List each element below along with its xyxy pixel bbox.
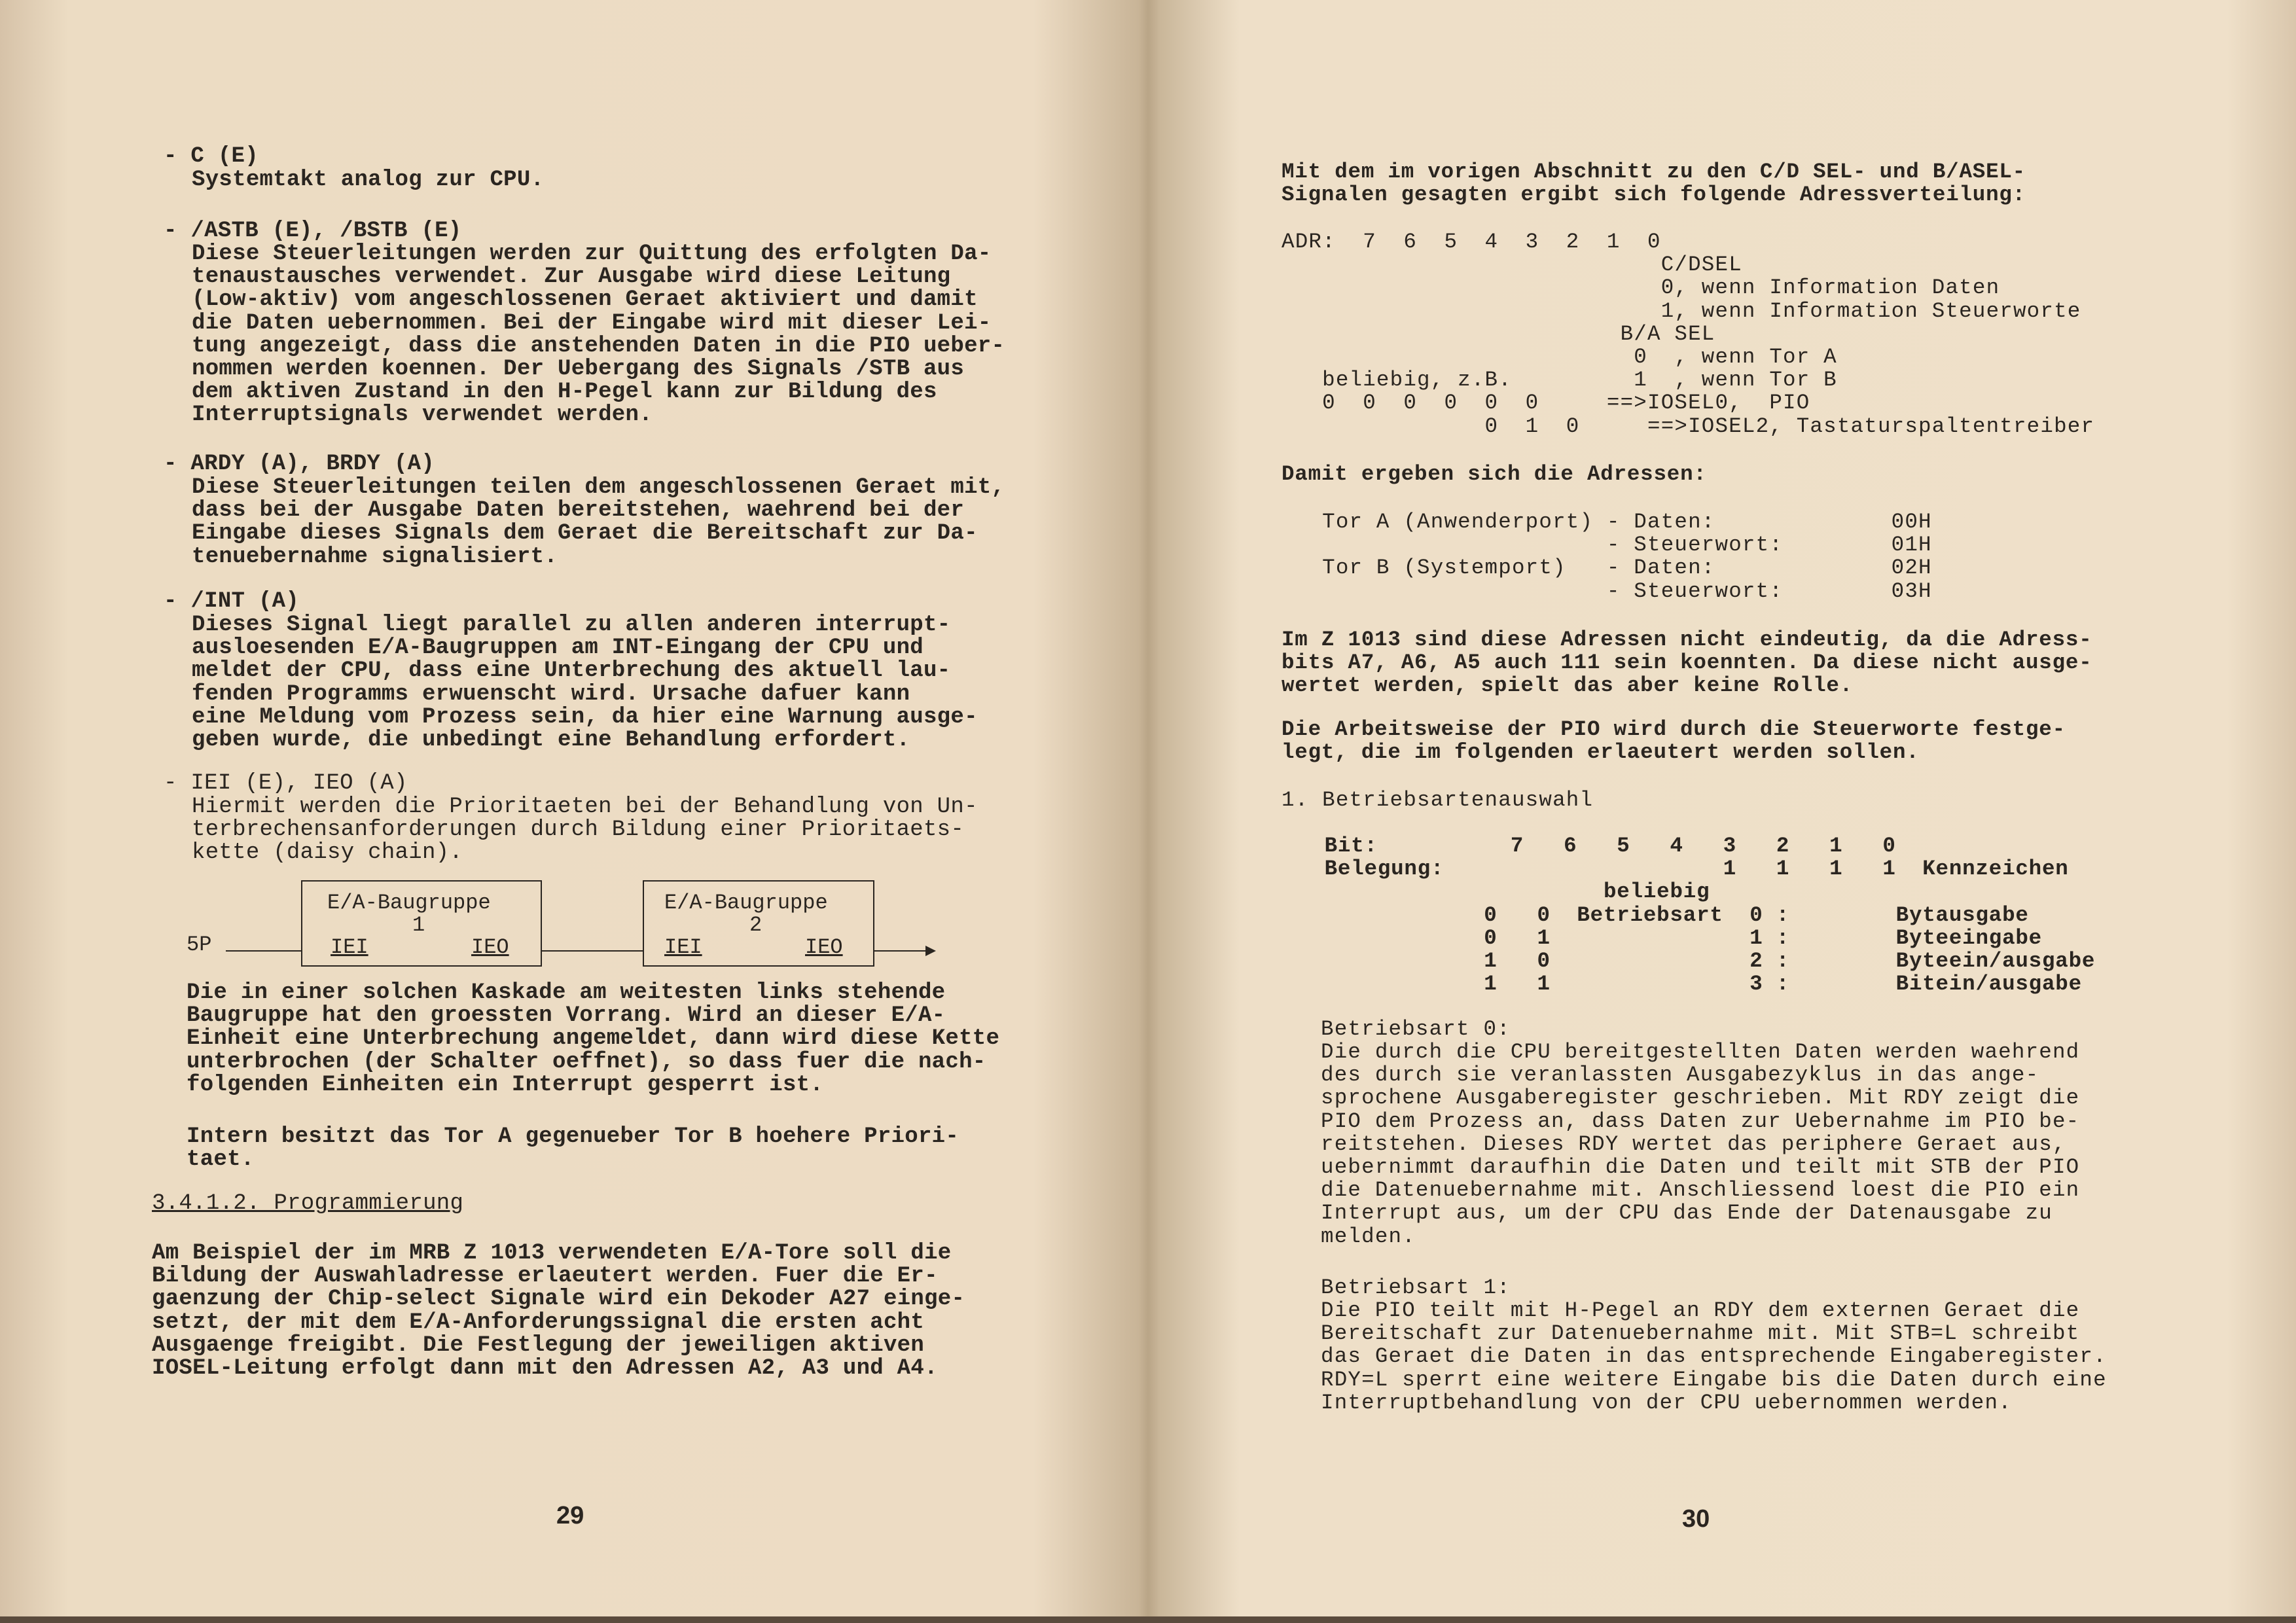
address-bit-block: ADR: 7 6 5 4 3 2 1 0 C/DSEL 0, wenn Information Daten 1, wenn Information Steuerworte B/A SEL 0 , wenn Tor A beliebig, z.B. 1 , wenn Tor B 0 0 0 0 0 0 ==>IOSEL0, PIO 0 1 0 ==>IOSEL2, Tastaturspaltentreiber bbox=[1282, 230, 2095, 438]
diagram-source-label: 5P bbox=[187, 933, 212, 957]
section-heading-programmierung: 3.4.1.2. Programmierung bbox=[152, 1191, 464, 1216]
page-number-left: 29 bbox=[556, 1502, 584, 1529]
page-number-right: 30 bbox=[1682, 1505, 1710, 1533]
item-astb-body: Diese Steuerleitungen werden zur Quittung des erfolgten Da- tenaustausches verwendet. Zur Ausgabe wird diese Leitung (Low-aktiv) vom angeschlossenen Geraet aktiviert und damit die Daten uebernommen. Bei der Eingabe wird mit dieser Lei- tung angezeigt, dass die anstehenden Daten in die PIO ueber- nommen werden koennen. Der Uebergang des Signals /STB aus dem aktiven Zustand in den H-Pegel kann zur Bildung des Interruptsignals verwendet werden. bbox=[192, 241, 1005, 428]
bit-assignment-table: Bit: 7 6 5 4 3 2 1 0 Belegung: 1 1 1 1 Kennzeichen beliebig 0 0 Betriebsart 0 : Bytausgabe 0 1 1 : Byteeingabe 1 0 2 : Byteein/ausgabe 1 1 3 : Bitein/ausgabe bbox=[1324, 834, 2096, 997]
mode1-title: Betriebsart 1: bbox=[1321, 1275, 1511, 1300]
diagram-line-in bbox=[226, 950, 301, 952]
arrow-right-icon bbox=[925, 946, 936, 956]
priority-note: Intern besitzt das Tor A gegenueber Tor B hoehere Priori- taet. bbox=[187, 1124, 960, 1173]
mode0-body: Die durch die CPU bereitgestellten Daten werden waehrend des durch sie veranlassten Ausgabezyklus in das ange- sprochene Ausgaberegister geschrieben. Mit RDY zeigt die PIO dem Prozess an, dass Daten zur Uebernahme im PIO be- reitstehen. Dieses RDY wertet das periphere Geraet aus, uebernimmt daraufhin die Daten und teilt mit STB der PIO die Datenuebernahme mit. Anschliessend loest die PIO ein Interrupt aus, um der CPU das Ende der Datenausgabe zu melden. bbox=[1321, 1040, 2080, 1249]
item-c-body: Systemtakt analog zur CPU. bbox=[192, 168, 545, 192]
item-c-title: - C (E) bbox=[164, 144, 259, 169]
item-iei-title: - IEI (E), IEO (A) bbox=[164, 771, 408, 796]
item-int-title: - /INT (A) bbox=[164, 589, 300, 614]
left-page bbox=[0, 0, 1145, 1623]
diagram-box1-iei: IEI bbox=[331, 935, 368, 959]
page-bottom-edge bbox=[0, 1616, 2296, 1623]
arbeitsweise-paragraph: Die Arbeitsweise der PIO wird durch die Steuerworte festge- legt, die im folgenden erlaeutert werden sollen. bbox=[1282, 717, 2066, 765]
damit-line: Damit ergeben sich die Adressen: bbox=[1282, 462, 1707, 486]
mode0-title: Betriebsart 0: bbox=[1321, 1017, 1511, 1041]
diagram-line-out bbox=[873, 950, 925, 952]
item-int-body: Dieses Signal liegt parallel zu allen anderen interrupt- ausloesenden E/A-Baugruppen am INT-Eingang der CPU und meldet der CPU, dass eine Unterbrechung des aktuell lau- fenden Programms erwuenscht wird. Ursache dafuer kann eine Meldung vom Prozess sein, da hier eine Warnung ausge- geben wurde, die unbedingt eine Behandlung erfordert. bbox=[192, 613, 978, 753]
section-betriebsartenauswahl: 1. Betriebsartenauswahl bbox=[1282, 788, 1594, 812]
diagram-box2-title: E/A-Baugruppe bbox=[664, 891, 828, 915]
item-iei-body: Hiermit werden die Prioritaeten bei der Behandlung von Un- terbrechensanforderungen durch Bildung einer Prioritaets- kette (daisy chain). bbox=[192, 794, 978, 866]
item-astb-title: - /ASTB (E), /BSTB (E) bbox=[164, 219, 462, 243]
diagram-box2-iei: IEI bbox=[664, 935, 702, 959]
diagram-box2-number: 2 bbox=[749, 913, 762, 937]
port-address-table: Tor A (Anwenderport) - Daten: 00H - Steuerwort: 01H Tor B (Systemport) - Daten: 02H - Steuerwort: 03H bbox=[1322, 510, 1932, 603]
right-page bbox=[1151, 0, 2296, 1623]
diagram-box1-ieo: IEO bbox=[471, 935, 509, 959]
section-body-programmierung: Am Beispiel der im MRB Z 1013 verwendeten E/A-Tore soll die Bildung der Auswahladresse erlaeutert werden. Fuer die Er- gaenzung der Chip-select Signale wird ein Dekoder A27 einge- setzt, der mit dem E/A-Anforderungssignal die ersten acht Ausgaenge freigibt. Die Festlegung der jeweiligen aktiven IOSEL-Leitung erfolgt dann mit den Adressen A2, A3 und A4. bbox=[152, 1241, 965, 1382]
diagram-box1-title: E/A-Baugruppe bbox=[327, 891, 491, 915]
item-ardy-title: - ARDY (A), BRDY (A) bbox=[164, 452, 435, 476]
intro-paragraph: Mit dem im vorigen Abschnitt zu den C/D SEL- und B/ASEL- Signalen gesagten ergibt sich folgende Adressverteilung: bbox=[1282, 160, 2026, 207]
item-ardy-body: Diese Steuerleitungen teilen dem angeschlossenen Geraet mit, dass bei der Ausgabe Daten bereitstehen, waehrend bei der Eingabe dieses Signals dem Geraet die Bereitschaft zur Da- tenuebernahme signalisiert. bbox=[192, 475, 1005, 569]
diagram-box2-ieo: IEO bbox=[805, 935, 843, 959]
diagram-box1-number: 1 bbox=[412, 913, 425, 937]
cascade-paragraph: Die in einer solchen Kaskade am weitesten links stehende Baugruppe hat den groessten Vorrang. Wird an dieser E/A- Einheit eine Unterbrechung angemeldet, dann wird diese Kette unterbrochen (der Schalter oeffnet), so dass fuer die nach- folgenden Einheiten ein Interrupt gesperrt ist. bbox=[187, 980, 1000, 1097]
mode1-body: Die PIO teilt mit H-Pegel an RDY dem externen Geraet die Bereitschaft zur Datenuebernahme mit. Mit STB=L schreibt das Geraet die Daten in das entsprechende Eingaberegister. RDY=L sperrt eine weitere Eingabe bis die Daten durch eine Interruptbehandlung von der CPU uebernommen werden. bbox=[1321, 1298, 2107, 1415]
adress-eindeutig-paragraph: Im Z 1013 sind diese Adressen nicht eindeutig, da die Adress- bits A7, A6, A5 auch 111 sein koennten. Da diese nicht ausge- wertet werden, spielt das aber keine Rolle. bbox=[1282, 628, 2092, 698]
diagram-line-between bbox=[541, 950, 643, 952]
